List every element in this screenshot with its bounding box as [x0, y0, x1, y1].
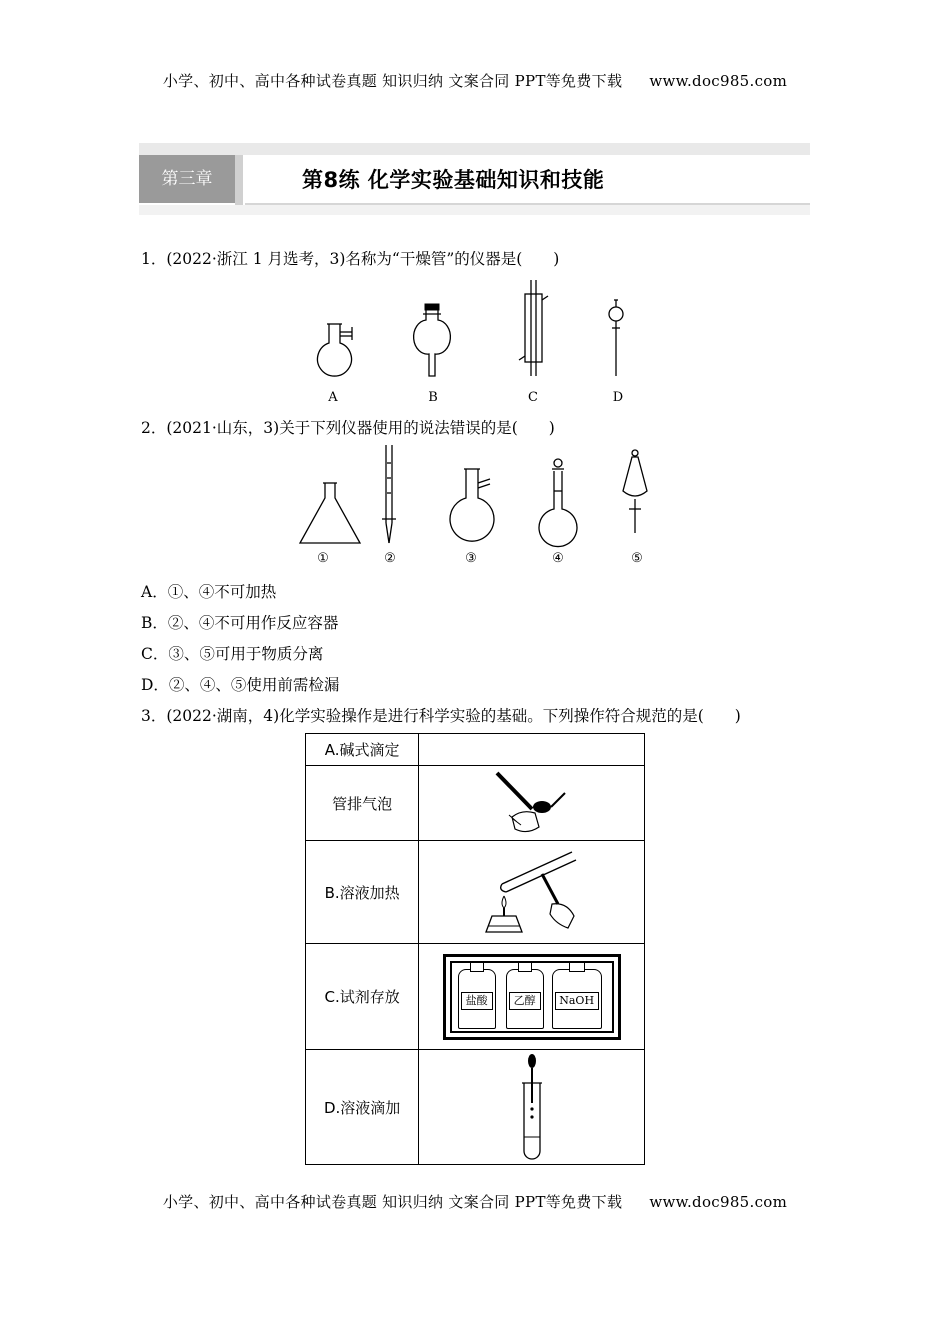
- q2-option-d[interactable]: D．②、④、⑤使用前需检漏: [141, 676, 340, 694]
- q2-option-b[interactable]: B．②、④不可用作反应容器: [141, 614, 339, 632]
- table-row: [306, 766, 645, 841]
- separatory-funnel-icon: [623, 450, 647, 533]
- question-2: 2．(2021·山东，3)关于下列仪器使用的说法错误的是( ): [141, 419, 555, 437]
- q1-label-c: C: [528, 390, 538, 405]
- distilling-flask-icon: [318, 324, 353, 376]
- bottle-cap: [470, 962, 484, 972]
- row-b-label[interactable]: B.溶液加热: [306, 841, 419, 944]
- reagent-storage-figure: [419, 944, 645, 1050]
- row-c-label[interactable]: C.试剂存放: [306, 944, 419, 1050]
- footer-site[interactable]: www.doc985.com: [649, 1193, 788, 1211]
- q1-label-a: A: [328, 390, 338, 405]
- q2-label-5: ⑤: [631, 551, 643, 566]
- banner-strip-bottom: [139, 205, 810, 215]
- bottle-label-1: 盐酸: [461, 992, 493, 1010]
- chapter-banner: [139, 143, 810, 215]
- volumetric-flask-icon: [539, 459, 577, 547]
- table-row: [306, 1050, 645, 1165]
- page-header: [0, 70, 950, 91]
- q1-label-d: D: [612, 390, 624, 405]
- operations-table: [305, 733, 645, 1165]
- q1-label-b: B: [428, 390, 438, 405]
- reagent-cabinet: [443, 954, 621, 1040]
- burette-bubble-icon: [487, 767, 577, 839]
- table-row: [306, 841, 645, 944]
- page-footer: [0, 1191, 950, 1212]
- bottle-2: [506, 969, 544, 1029]
- drying-tube-icon: [414, 304, 451, 376]
- table-row: [306, 944, 645, 1050]
- page-title: 第8练 化学实验基础知识和技能: [302, 168, 605, 192]
- q2-label-4: ④: [552, 551, 564, 566]
- dropping-funnel-icon: [609, 300, 623, 376]
- distilling-flask-2-icon: [450, 469, 494, 541]
- row-d-label[interactable]: D.溶液滴加: [306, 1050, 419, 1165]
- solution-dropping-figure: [419, 1050, 645, 1165]
- chapter-tab: 第三章: [139, 155, 235, 203]
- q2-option-a[interactable]: A．①、④不可加热: [141, 583, 277, 601]
- table-row: [306, 734, 645, 766]
- bottle-cap: [569, 962, 585, 972]
- solution-heating-figure: [419, 841, 645, 944]
- burette-bubble-figure: [419, 766, 645, 841]
- header-site[interactable]: www.doc985.com: [649, 72, 788, 90]
- row-a-label-2[interactable]: 管排气泡: [306, 766, 419, 841]
- bottle-cap: [518, 962, 532, 972]
- bottle-label-2: 乙醇: [509, 992, 541, 1010]
- banner-strip: [139, 143, 810, 155]
- q2-option-c[interactable]: C．③、⑤可用于物质分离: [141, 645, 324, 663]
- bottle-label-3: NaOH: [555, 992, 599, 1010]
- solution-heating-icon: [472, 844, 592, 940]
- q2-label-1: ①: [317, 551, 329, 566]
- q2-label-2: ②: [384, 551, 396, 566]
- dropper-test-tube-icon: [512, 1053, 552, 1161]
- question-3: 3．(2022·湖南，4)化学实验操作是进行科学实验的基础。下列操作符合规范的是( ): [141, 707, 741, 725]
- bottle-3: [552, 969, 602, 1029]
- conical-flask-icon: [300, 483, 360, 543]
- q2-label-3: ③: [465, 551, 477, 566]
- q2-apparatus-figure: [290, 443, 660, 548]
- condenser-icon: [519, 280, 548, 376]
- chapter-tab-shadow: [235, 155, 243, 205]
- row-a-label-1[interactable]: A.碱式滴定: [306, 734, 419, 766]
- q1-apparatus-figure: [300, 276, 650, 386]
- bottle-1: [458, 969, 496, 1029]
- header-text: 小学、初中、高中各种试卷真题 知识归纳 文案合同 PPT等免费下载: [162, 72, 623, 90]
- footer-text: 小学、初中、高中各种试卷真题 知识归纳 文案合同 PPT等免费下载: [162, 1193, 623, 1211]
- question-1: 1．(2022·浙江 1 月选考，3)名称为“干燥管”的仪器是( ): [141, 250, 560, 268]
- burette-icon: [382, 445, 396, 543]
